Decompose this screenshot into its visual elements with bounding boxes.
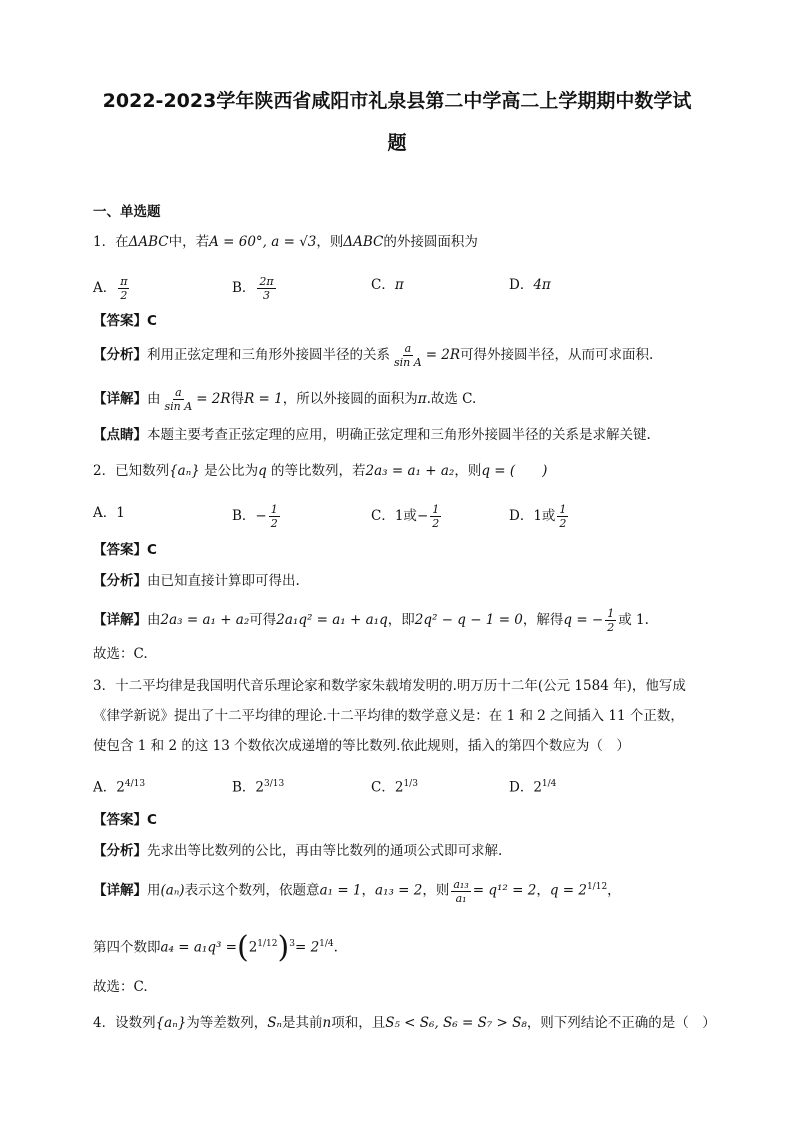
q1-option-b: B． $\frac{2\pi}{3}$ <box>232 275 274 302</box>
q2-option-a: A．1 <box>93 505 125 521</box>
q2-option-c: C．1或− $\frac{1}{2}$ <box>371 503 440 530</box>
q2-analysis: 【分析】由已知直接计算即可得出. <box>93 573 300 589</box>
q2-option-d: D．1或 $\frac{1}{2}$ <box>509 503 567 530</box>
q1-comment: 【点睛】本题主要考查正弦定理的应用，明确正弦定理和三角形外接圆半径的关系是求解关键. <box>93 427 651 443</box>
q1-answer: 【答案】C <box>93 313 157 329</box>
q3-stem-line3: 使包含 1 和 2 的这 13 个数依次成递增的等比数列.依此规则，插入的第四个数应为（ ） <box>93 738 630 754</box>
q2-detail: 【详解】由2a₃ = a₁ + a₂可得2a₁q² = a₁ + a₁q，即2q² − q − 1 = 0，解得q = − $\frac{1}{2}$ 或 1. <box>93 607 649 634</box>
document-title-line2: 题 <box>387 132 407 154</box>
q2-option-b: B．− $\frac{1}{2}$ <box>232 503 278 530</box>
q1-option-d: D．4π <box>509 277 551 293</box>
q3-detail: 【详解】用(aₙ)表示这个数列，依题意a₁ = 1，a₁₃ = 2，则 $\frac{\text{a₁₃}}{\text{a₁}}$ = q¹² = 2，$q = 2^{1/12}$， <box>93 877 621 905</box>
q1-stem: 1．在ΔABC中，若A = 60°, a = √3，则ΔABC的外接圆面积为 <box>93 234 478 250</box>
document-title-line1: 2022-2023学年陕西省咸阳市礼泉县第二中学高二上学期期中数学试 <box>102 90 692 112</box>
q2-answer: 【答案】C <box>93 542 157 558</box>
q3-stem-line1: 3．十二平均律是我国明代音乐理论家和数学家朱载堉发明的.明万历十二年(公元 1584 年)，他写成 <box>93 678 686 694</box>
q4-stem: 4．设数列{aₙ}为等差数列，Sₙ是其前n项和，且S₅ < S₆, S₆ = S₇ > S₈，则下列结论不正确的是（ ） <box>93 1015 716 1031</box>
q1-analysis: 【分析】利用正弦定理和三角形外接圆半径的关系 $\frac{a}{\text{sin A}}$ = 2R可得外接圆半径，从而可求面积. <box>93 342 654 369</box>
q3-option-b: B．$2^{3/13}$ <box>232 779 285 796</box>
q3-fourth-term: 第四个数即$a_4 = a_1q^3 =(2^{1/12})^3= 2^{1/4}$. <box>93 930 338 965</box>
q3-answer: 【答案】C <box>93 812 157 828</box>
q3-option-c: C．$2^{1/3}$ <box>371 779 418 796</box>
q3-option-a: A．$2^{4/13}$ <box>93 779 146 796</box>
q3-analysis: 【分析】先求出等比数列的公比，再由等比数列的通项公式即可求解. <box>93 843 503 859</box>
q1-option-a: A． $\frac{\pi}{2}$ <box>93 275 128 302</box>
q2-stem: 2．已知数列{aₙ} 是公比为q 的等比数列，若2a₃ = a₁ + a₂，则q = ( ) <box>93 463 548 479</box>
q2-conclusion: 故选：C. <box>93 646 148 662</box>
q1-option-c: C．π <box>371 277 404 293</box>
q3-option-d: D．$2^{1/4}$ <box>509 779 557 796</box>
section-heading: 一、单选题 <box>93 204 161 220</box>
q3-stem-line2: 《律学新说》提出了十二平均律的理论.十二平均律的数学意义是：在 1 和 2 之间插入 11 个正数， <box>93 708 684 724</box>
q1-detail: 【详解】由 $\frac{a}{\text{sin A}}$ = 2R得R = 1，所以外接圆的面积为π.故选 C. <box>93 386 477 413</box>
q3-conclusion: 故选：C. <box>93 979 148 995</box>
